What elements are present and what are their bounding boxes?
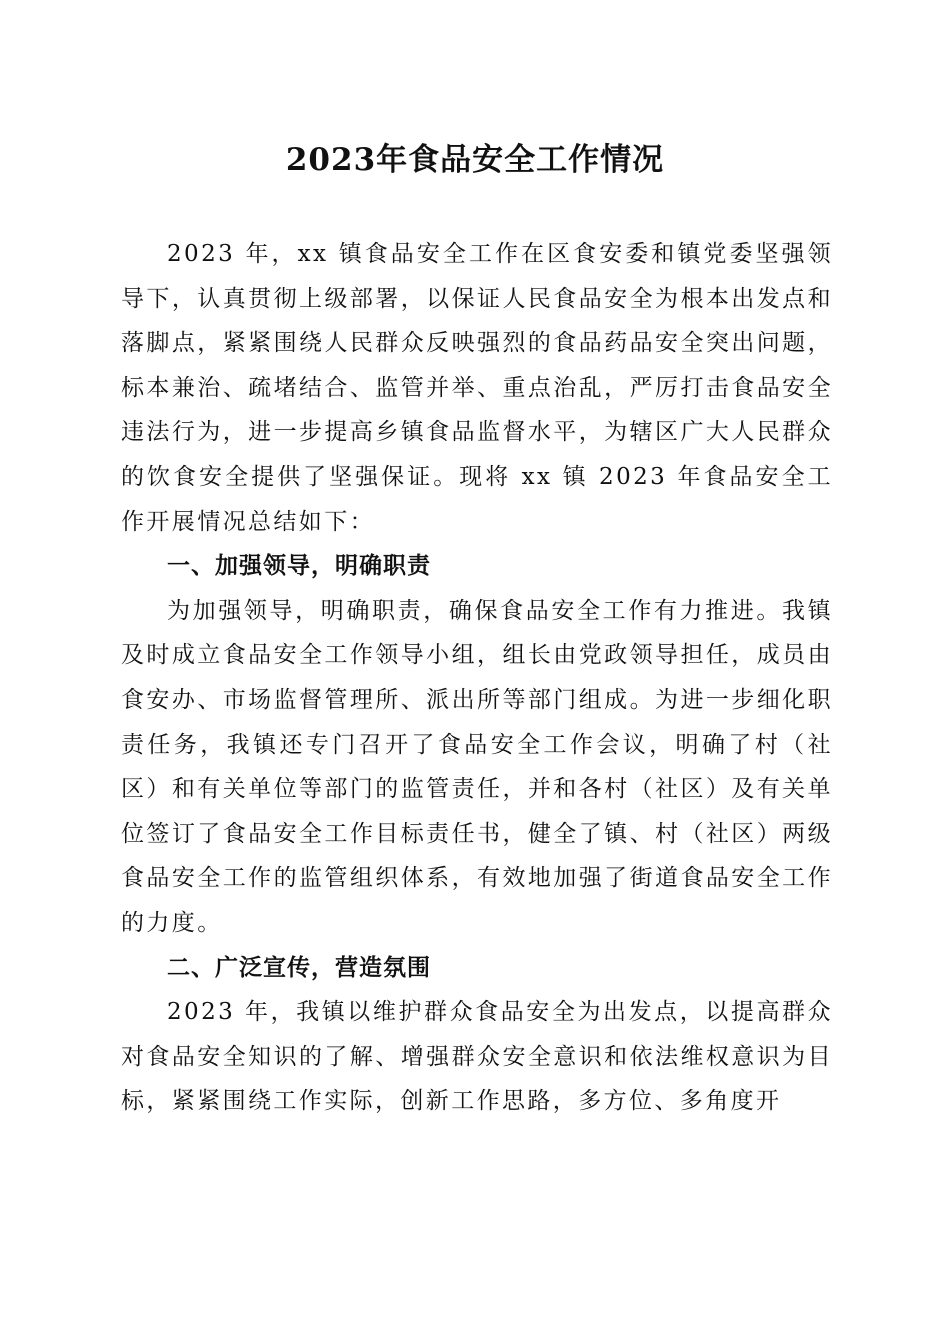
section-heading-publicity: 二、广泛宣传，营造氛围 bbox=[167, 954, 431, 981]
section-heading-leadership: 一、加强领导，明确职责 bbox=[167, 553, 431, 580]
document-title: 2023年食品安全工作情况 bbox=[285, 142, 665, 178]
leadership-paragraph: 为加强领导，明确职责，确保食品安全工作有力推进。我镇及时成立食品安全工作领导小组，组长由党政领导担任，成员由食安办、市场监督管理所、派出所等部门组成。为进一步细化职责任务，我镇还专门召开了食品安全工作会议，明确了村（社区）和有关单位等部门的监管责任，并和各村（社区）及有关单位签订了食品安全工作目标责任书，健全了镇、村（社区）两级食品安全工作的监管组织体系，有效地加强了街道食品安全工作的力度。 bbox=[121, 597, 833, 936]
intro-paragraph: 2023 年，xx 镇食品安全工作在区食安委和镇党委坚强领导下，认真贯彻上级部署，以保证人民食品安全为根本出发点和落脚点，紧紧围绕人民群众反映强烈的食品药品安全突出问题，标本兼治、疏堵结合、监管并举、重点治乱，严厉打击食品安全违法行为，进一步提高乡镇食品监督水平，为辖区广大人民群众的饮食安全提供了坚强保证。现将 xx 镇 2023 年食品安全工作开展情况总结如下： bbox=[121, 241, 833, 535]
document-body bbox=[121, 232, 833, 1124]
publicity-paragraph: 2023 年，我镇以维护群众食品安全为出发点，以提高群众对食品安全知识的了解、增强群众安全意识和依法维权意识为目标，紧紧围绕工作实际，创新工作思路，多方位、多角度开 bbox=[121, 999, 833, 1115]
